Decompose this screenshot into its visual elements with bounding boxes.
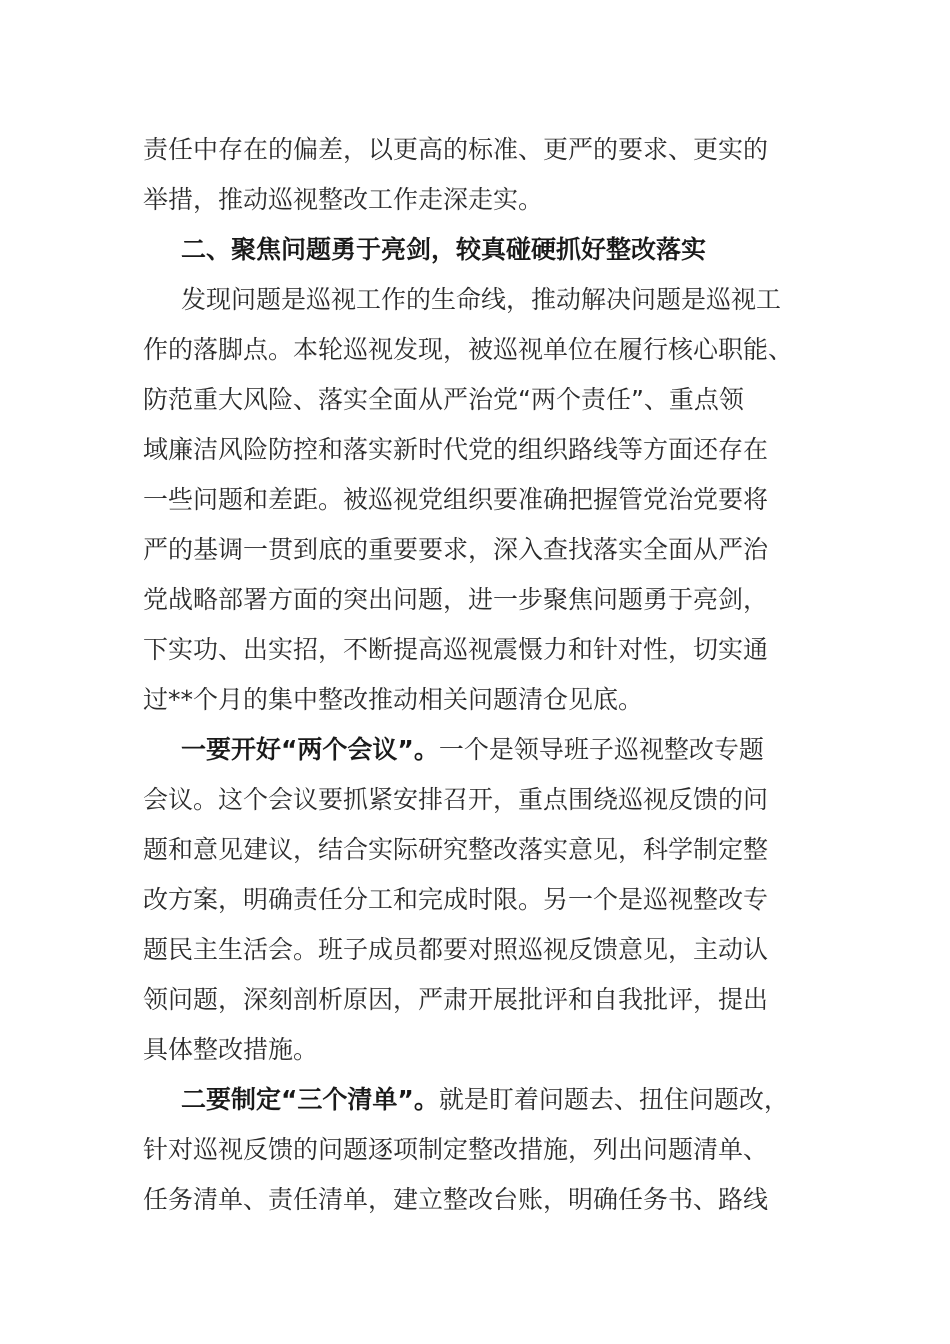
document-body	[143, 125, 823, 1225]
paragraph-line: 党战略部署方面的突出问题，进一步聚焦问题勇于亮剑，	[143, 585, 769, 614]
paragraph-line: 严的基调一贯到底的重要要求，深入查找落实全面从严治	[143, 535, 769, 564]
paragraph-line: 发现问题是巡视工作的生命线，推动解决问题是巡视工	[181, 285, 782, 314]
paragraph-text: 一个是领导班子巡视整改专题	[438, 735, 764, 764]
paragraph-line	[143, 1075, 823, 1125]
paragraph-line: 作的落脚点。本轮巡视发现，被巡视单位在履行核心职能、	[143, 335, 794, 364]
paragraph-line: 域廉洁风险防控和落实新时代党的组织路线等方面还存在	[143, 435, 769, 464]
paragraph-line: 针对巡视反馈的问题逐项制定整改措施，列出问题清单、	[143, 1135, 769, 1164]
paragraph-line: 改方案，明确责任分工和完成时限。另一个是巡视整改专	[143, 885, 769, 914]
paragraph-text: 就是盯着问题去、扭住问题改，	[438, 1085, 789, 1114]
paragraph-line	[143, 725, 823, 775]
paragraph-line: 具体整改措施。	[143, 1035, 319, 1064]
section-heading: 二、聚焦问题勇于亮剑，较真碰硬抓好整改落实	[181, 235, 707, 264]
paragraph-line: 领问题，深刻剖析原因，严肃开展批评和自我批评，提出	[143, 985, 769, 1014]
paragraph-line: 责任中存在的偏差，以更高的标准、更严的要求、更实的	[143, 135, 769, 164]
paragraph-line: 一些问题和差距。被巡视党组织要准确把握管党治党要将	[143, 485, 769, 514]
paragraph-line: 任务清单、责任清单，建立整改台账，明确任务书、路线	[143, 1185, 769, 1214]
subheading-inline: 二要制定“三个清单”。	[181, 1085, 439, 1114]
paragraph-line: 下实功、出实招，不断提高巡视震慑力和针对性，切实通	[143, 635, 769, 664]
paragraph-line: 过**个月的集中整改推动相关问题清仓见底。	[143, 685, 644, 714]
paragraph-line: 会议。这个会议要抓紧安排召开，重点围绕巡视反馈的问	[143, 785, 769, 814]
paragraph-line: 举措，推动巡视整改工作走深走实。	[143, 185, 544, 214]
paragraph-line: 题和意见建议，结合实际研究整改落实意见，科学制定整	[143, 835, 769, 864]
paragraph-line: 题民主生活会。班子成员都要对照巡视反馈意见，主动认	[143, 935, 769, 964]
subheading-inline: 一要开好“两个会议”。	[181, 735, 439, 764]
paragraph-line: 防范重大风险、落实全面从严治党“两个责任”、重点领	[143, 385, 744, 414]
